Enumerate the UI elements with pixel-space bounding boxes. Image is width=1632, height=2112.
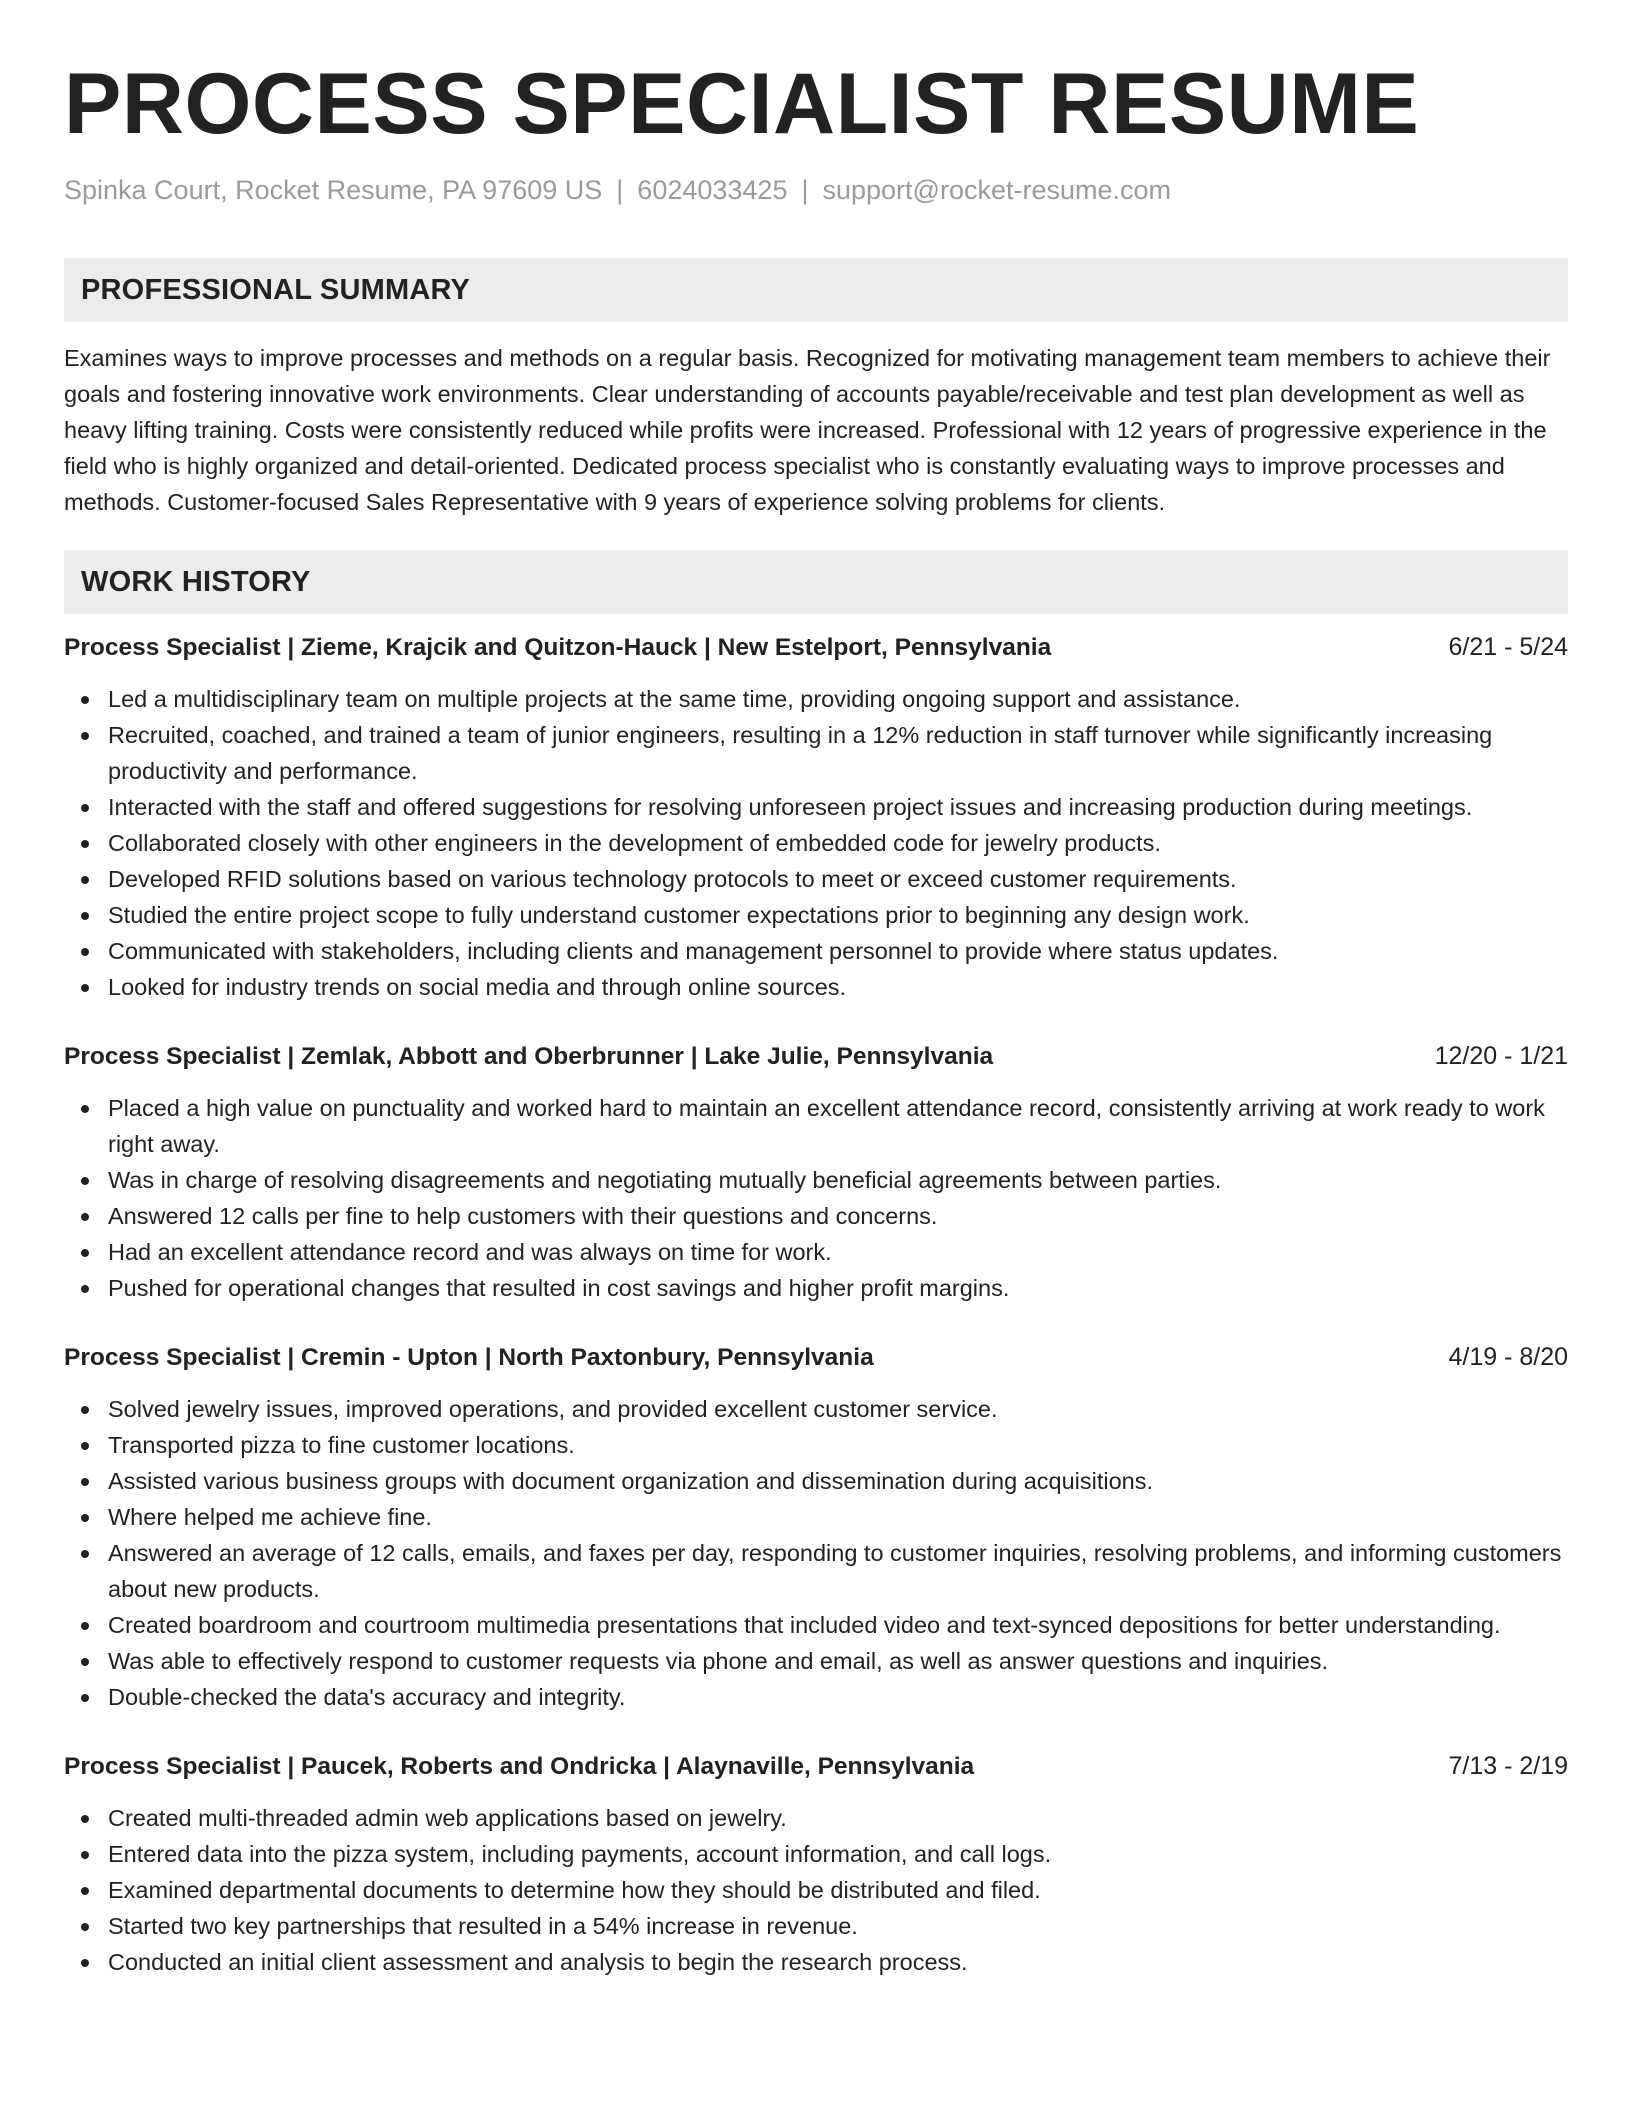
job-bullets <box>64 1391 1568 1715</box>
job-bullet: Answered an average of 12 calls, emails, and faxes per day, responding to customer inquiries, resolving problems, and informing customers about new products. <box>64 1535 1568 1607</box>
job-entry <box>64 630 1568 1005</box>
contact-email: support@rocket-resume.com <box>822 175 1172 205</box>
job-header <box>64 1749 1568 1784</box>
work-history-heading: WORK HISTORY <box>64 550 1568 614</box>
job-bullet: Communicated with stakeholders, including clients and management personnel to provide where status updates. <box>64 933 1568 969</box>
resume-title: PROCESS SPECIALIST RESUME <box>64 56 1420 152</box>
job-bullet: Studied the entire project scope to fully understand customer expectations prior to beginning any design work. <box>64 897 1568 933</box>
job-bullet: Where helped me achieve fine. <box>64 1499 1568 1535</box>
job-bullets <box>64 1090 1568 1306</box>
job-bullet: Answered 12 calls per fine to help customers with their questions and concerns. <box>64 1198 1568 1234</box>
job-entry <box>64 1749 1568 1980</box>
contact-separator: | <box>616 175 624 205</box>
job-entry <box>64 1039 1568 1306</box>
job-bullets <box>64 1800 1568 1980</box>
job-bullet: Started two key partnerships that resulted in a 54% increase in revenue. <box>64 1908 1568 1944</box>
job-bullet: Looked for industry trends on social media and through online sources. <box>64 969 1568 1005</box>
job-bullet: Created multi-threaded admin web applications based on jewelry. <box>64 1800 1568 1836</box>
job-header <box>64 1039 1568 1074</box>
job-bullet: Had an excellent attendance record and was always on time for work. <box>64 1234 1568 1270</box>
job-bullet: Transported pizza to fine customer locations. <box>64 1427 1568 1463</box>
professional-summary-heading: PROFESSIONAL SUMMARY <box>64 258 1568 322</box>
job-bullet: Was in charge of resolving disagreements and negotiating mutually beneficial agreements between parties. <box>64 1162 1568 1198</box>
job-bullet: Examined departmental documents to determine how they should be distributed and filed. <box>64 1872 1568 1908</box>
job-bullet: Created boardroom and courtroom multimedia presentations that included video and text-synced depositions for better understanding. <box>64 1607 1568 1643</box>
job-title: Process Specialist | Zemlak, Abbott and Oberbrunner | Lake Julie, Pennsylvania <box>64 1043 994 1070</box>
job-dates: 4/19 - 8/20 <box>1448 1343 1568 1371</box>
job-bullet: Collaborated closely with other engineers in the development of embedded code for jewelry products. <box>64 825 1568 861</box>
job-bullet: Entered data into the pizza system, including payments, account information, and call logs. <box>64 1836 1568 1872</box>
professional-summary-text: Examines ways to improve processes and methods on a regular basis. Recognized for motivating management team members to achieve their goals and fostering innovative work environments. Clear understanding of accounts payable/receivable and test plan development as well as heavy lifting training. Costs were consistently reduced while profits were increased. Professional with 12 years of progressive experience in the field who is highly organized and detail-oriented. Dedicated process specialist who is constantly evaluating ways to improve processes and methods. Customer-focused Sales Representative with 9 years of experience solving problems for clients. <box>64 345 1551 515</box>
job-dates: 6/21 - 5/24 <box>1448 633 1568 661</box>
job-bullet: Solved jewelry issues, improved operations, and provided excellent customer service. <box>64 1391 1568 1427</box>
job-bullet: Pushed for operational changes that resulted in cost savings and higher profit margins. <box>64 1270 1568 1306</box>
contact-phone: 6024033425 <box>637 175 788 205</box>
job-title: Process Specialist | Zieme, Krajcik and Quitzon-Hauck | New Estelport, Pennsylvania <box>64 634 1052 661</box>
job-title: Process Specialist | Cremin - Upton | North Paxtonbury, Pennsylvania <box>64 1344 874 1371</box>
job-bullets <box>64 681 1568 1005</box>
job-bullet: Interacted with the staff and offered suggestions for resolving unforeseen project issues and increasing production during meetings. <box>64 789 1568 825</box>
job-bullet: Double-checked the data's accuracy and integrity. <box>64 1679 1568 1715</box>
job-dates: 12/20 - 1/21 <box>1434 1042 1568 1070</box>
job-title: Process Specialist | Paucek, Roberts and Ondricka | Alaynaville, Pennsylvania <box>64 1753 975 1780</box>
job-bullet: Led a multidisciplinary team on multiple projects at the same time, providing ongoing support and assistance. <box>64 681 1568 717</box>
job-bullet: Conducted an initial client assessment and analysis to begin the research process. <box>64 1944 1568 1980</box>
job-bullet: Placed a high value on punctuality and worked hard to maintain an excellent attendance record, consistently arriving at work ready to work right away. <box>64 1090 1568 1162</box>
contact-separator: | <box>801 175 809 205</box>
contact-address: Spinka Court, Rocket Resume, PA 97609 US <box>64 175 603 205</box>
job-dates: 7/13 - 2/19 <box>1448 1752 1568 1780</box>
contact-line <box>64 172 1568 208</box>
job-bullet: Recruited, coached, and trained a team of junior engineers, resulting in a 12% reduction in staff turnover while significantly increasing productivity and performance. <box>64 717 1568 789</box>
job-bullet: Assisted various business groups with document organization and dissemination during acquisitions. <box>64 1463 1568 1499</box>
job-entry <box>64 1340 1568 1715</box>
job-bullet: Was able to effectively respond to customer requests via phone and email, as well as answer questions and inquiries. <box>64 1643 1568 1679</box>
job-bullet: Developed RFID solutions based on various technology protocols to meet or exceed customer requirements. <box>64 861 1568 897</box>
job-header <box>64 1340 1568 1375</box>
job-header <box>64 630 1568 665</box>
